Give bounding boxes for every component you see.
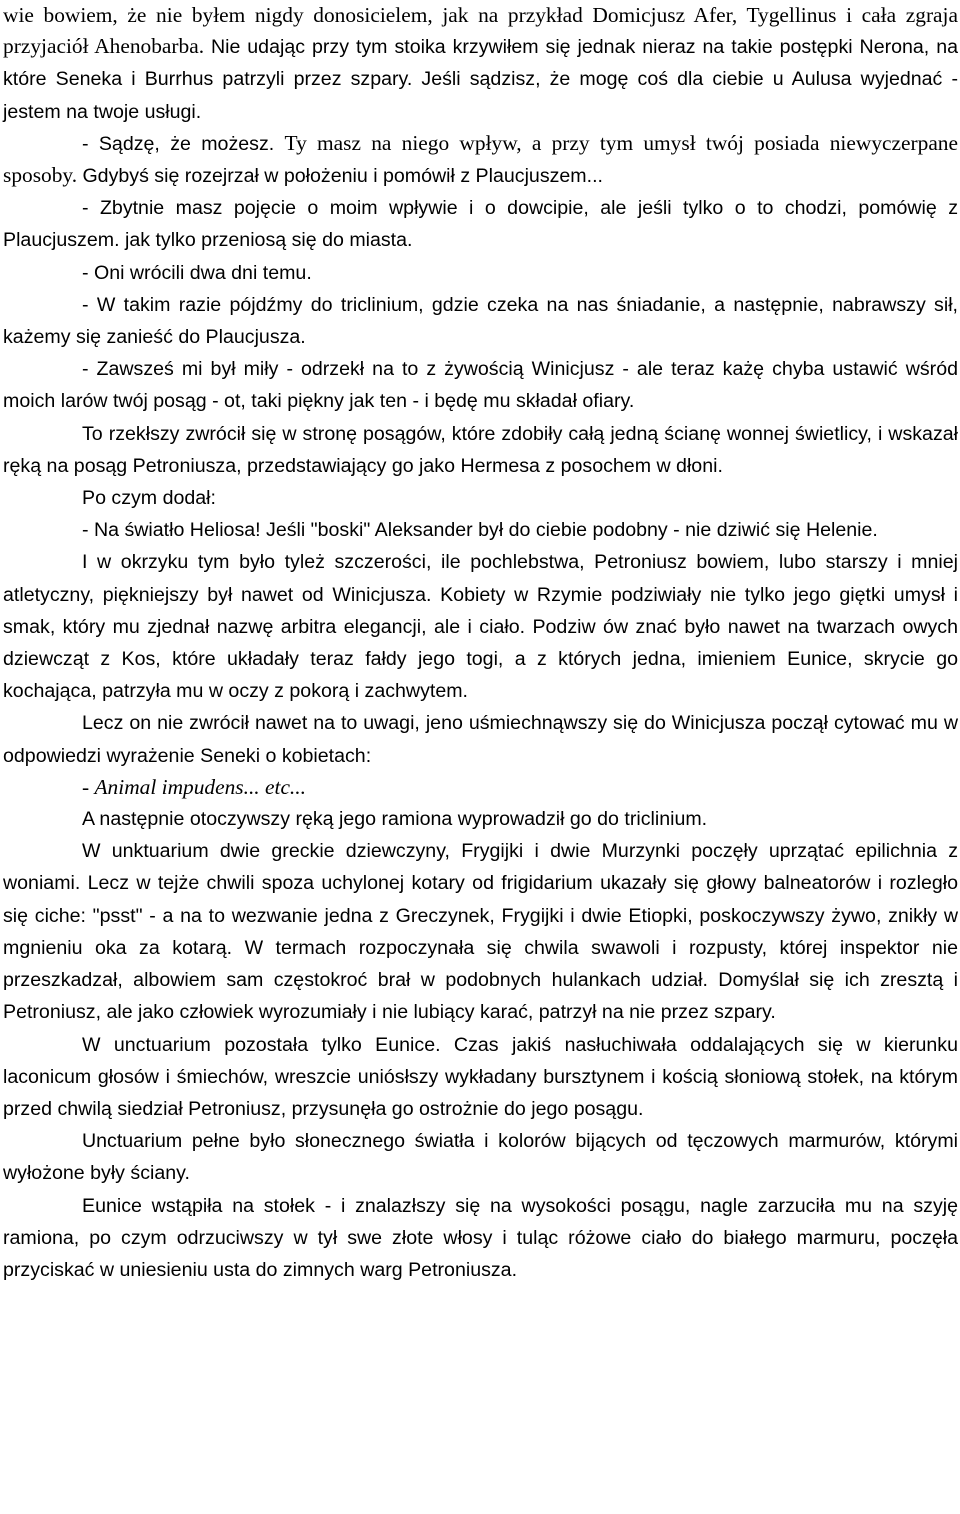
paragraph-8 (3, 482, 958, 514)
paragraph-12 (3, 772, 958, 803)
paragraph-2 (3, 128, 958, 192)
paragraph-16 (3, 1125, 958, 1189)
paragraph-7 (3, 418, 958, 482)
text-segment: I w okrzyku tym było tyleż szczerości, ile pochlebstwa, Petroniusz bowiem, lubo starszy i mniej atletyczny, piękniejszy był nawet od Winicjusza. Kobiety w Rzymie podziwiały nie tylko jego giętki umysł i smak, który mu zjednał nazwę arbitra elegancji, ale i ciało. Podziw ów znać było nawet na twarzach owych dziewcząt z Kos, które układały teraz fałdy jego togi, a z których jedna, imieniem Eunice, skrycie go kochająca, patrzyła mu w oczy z pokorą i zachwytem. (3, 551, 958, 703)
paragraph-14 (3, 835, 958, 1028)
paragraph-11 (3, 707, 958, 771)
text-segment: Lecz on nie zwrócił nawet na to uwagi, jeno uśmiechnąwszy się do Winicjusza począł cytować mu w odpowiedzi wyrażenie Seneki o kobietach: (3, 712, 958, 767)
paragraph-6 (3, 353, 958, 417)
paragraph-13 (3, 803, 958, 835)
paragraph-17 (3, 1190, 958, 1287)
paragraph-15 (3, 1029, 958, 1126)
text-segment: W unctuarium pozostała tylko Eunice. Czas jakiś nasłuchiwała oddalających się w kierunku laconicum głosów i śmiechów, wreszcie uniósłszy wykładany bursztynem i kością słoniową stołek, na którym przed chwilą siedział Petroniusz, przysunęła go ostrożnie do jego posągu. (3, 1033, 958, 1120)
paragraph-9 (3, 514, 958, 546)
text-segment: - (82, 774, 95, 799)
text-segment: wie bowiem, że nie byłem nigdy donosicielem, jak na przykład Domicjusz Afer, Tygellinus i cała zgraja przyjaciół Ahenobarba. (3, 3, 958, 59)
text-segment: Ty masz na niego wpływ, a przy tym umysł twój posiada niewyczerpane sposoby. (3, 130, 958, 188)
text-segment: To rzekłszy zwrócił się w stronę posągów, które zdobiły całą jedną ścianę wonnej świetlicy, i wskazał ręką na posąg Petroniusza, przedstawiający go jako Hermesa z posochem w dłoni. (3, 422, 958, 477)
text-segment: - Na światło Heliosa! Jeśli "boski" Aleksander był do ciebie podobny - nie dziwić się Helenie. (82, 519, 878, 542)
text-segment: Unctuarium pełne było słonecznego światła i kolorów bijących od tęczowych marmurów, którymi wyłożone były ściany. (3, 1130, 958, 1185)
text-segment: - W takim razie pójdźmy do triclinium, gdzie czeka na nas śniadanie, a następnie, nabrawszy sił, każemy się zanieść do Plaucjusza. (3, 293, 958, 349)
text-segment: Po czym dodał: (82, 487, 216, 510)
text-segment: - Zawsześ mi był miły - odrzekł na to z żywością Winicjusz - ale teraz każę chyba ustawić wśród moich larów twój posąg - ot, taki piękny jak ten - i będę mu składał ofiary. (3, 358, 958, 413)
text-segment: - Zbytnie masz pojęcie o moim wpływie i o dowcipie, ale jeśli tylko o to chodzi, pomówię z Plaucjuszem. jak tylko przeniosą się do miasta. (3, 197, 958, 252)
paragraph-10 (3, 546, 958, 707)
text-segment: Animal impudens... etc... (94, 774, 306, 799)
paragraph-1 (3, 0, 958, 128)
paragraph-3 (3, 192, 958, 256)
paragraph-4 (3, 257, 958, 289)
paragraph-5 (3, 289, 958, 353)
text-segment: - Sądzę, że możesz. (82, 132, 285, 155)
text-segment: A następnie otoczywszy ręką jego ramiona wyprowadził go do triclinium. (82, 808, 708, 831)
text-segment: Gdybyś się rozejrzał w położeniu i pomówił z Plaucjuszem... (82, 165, 603, 188)
text-segment: W unktuarium dwie greckie dziewczyny, Frygijki i dwie Murzynki poczęły uprzątać epilichnia z woniami. Lecz w tejże chwili spoza uchylonej kotary od frigidarium ukazały się głowy balneatorów i rozległo się ciche: "psst" - a na to wezwanie jedna z Greczynek, Frygijki i dwie Etiopki, poskoczywszy żywo, znikły w mgnieniu oka za kotarą. W termach rozpoczynała się chwila swawoli i rozpusty, której inspektor nie przeszkadzał, albowiem sam częstokroć brał w podobnych hulankach udział. Domyślał się ich zresztą i Petroniusz, ale jako człowiek wyrozumiały i nie lubiący karać, patrzył na nie przez szpary. (3, 840, 958, 1024)
text-segment: Nie udając przy tym stoika krzywiłem się jednak nieraz na takie postępki Nerona, na które Seneka i Burrhus patrzyli przez szpary. Jeśli sądzisz, że mogę coś dla ciebie u Aulusa wyjednać - jestem na twoje usługi. (3, 36, 958, 123)
text-segment: - Oni wrócili dwa dni temu. (82, 261, 312, 284)
text-segment: Eunice wstąpiła na stołek - i znalazłszy się na wysokości posągu, nagle zarzuciła mu na szyję ramiona, po czym odrzuciwszy w tył swe złote włosy i tuląc różowe ciało do białego marmuru, poczęła przyciskać w uniesieniu usta do zimnych warg Petroniusza. (3, 1194, 958, 1281)
